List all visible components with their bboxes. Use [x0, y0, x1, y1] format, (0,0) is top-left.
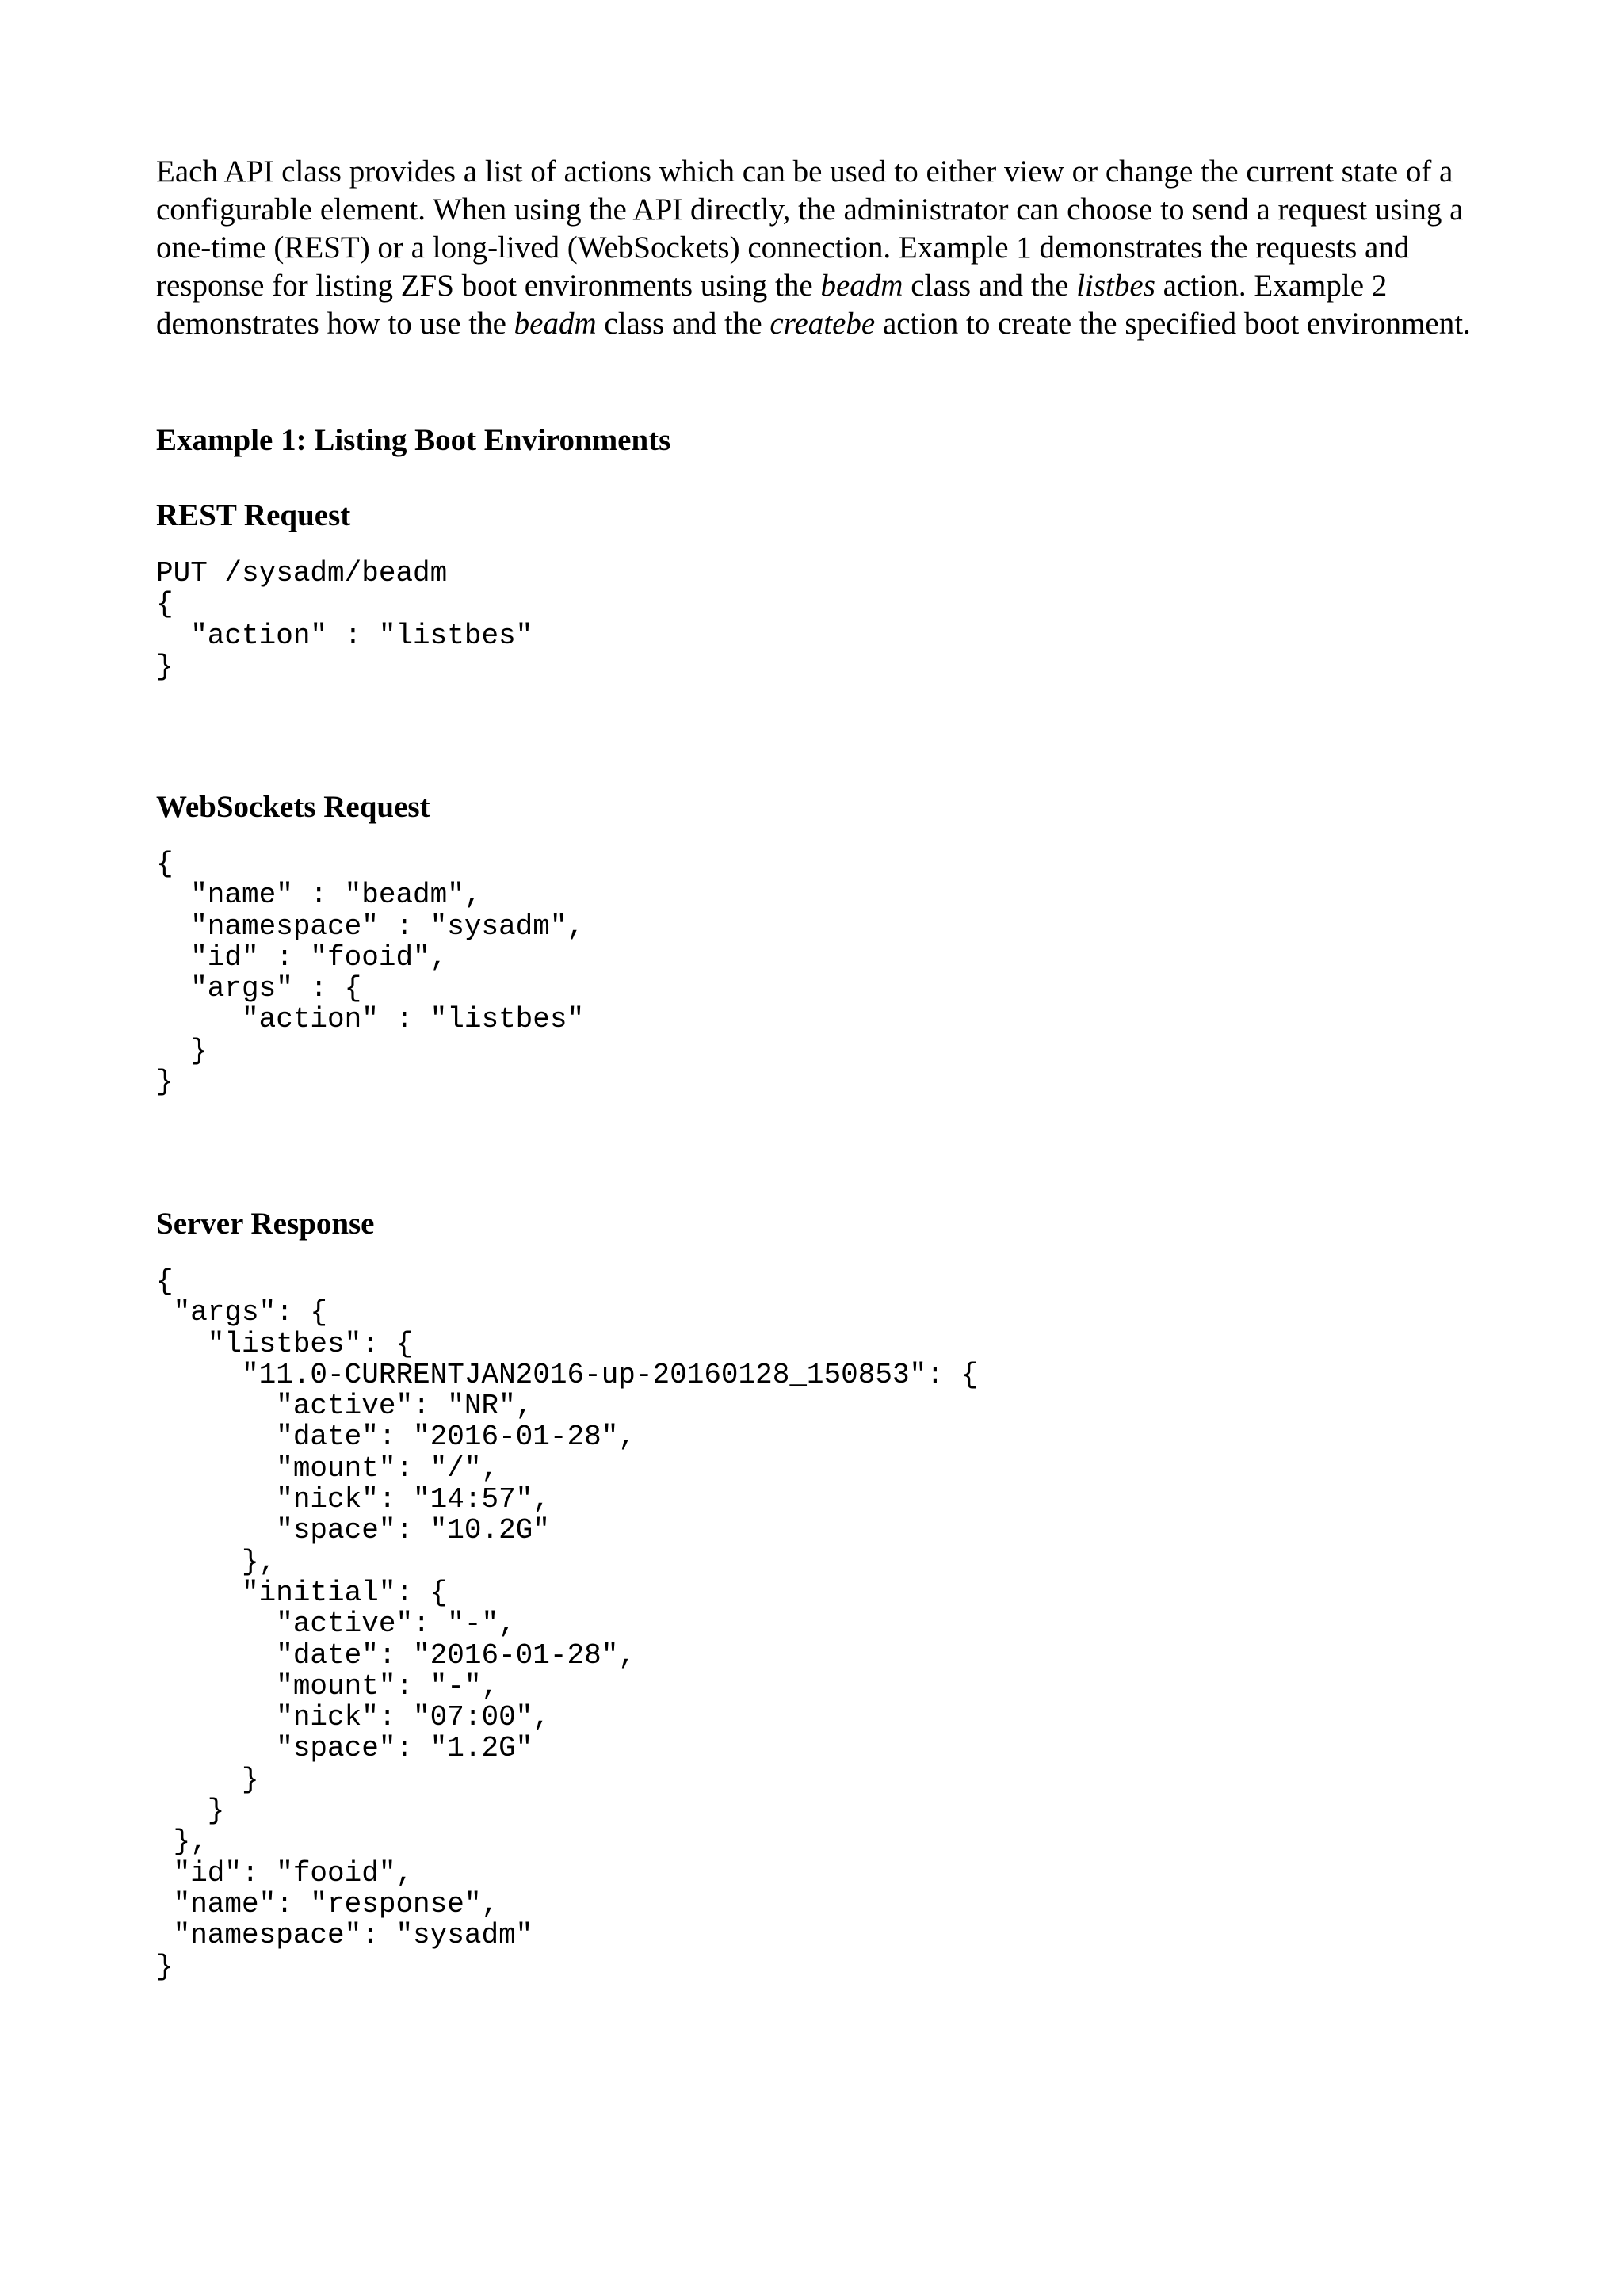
intro-paragraph [156, 153, 1503, 343]
intro-text-4: class and the [596, 307, 770, 341]
intro-text-2: class and the [903, 269, 1077, 303]
intro-text-5: action to create the specified boot environment. [875, 307, 1471, 341]
createbe-term: createbe [769, 307, 876, 341]
websockets-request-code: { "name" : "beadm", "namespace" : "sysadm", "id" : "fooid", "args" : { "action" : "listbes" } } [156, 848, 585, 1099]
server-response-heading: Server Response [156, 1207, 375, 1241]
rest-request-heading: REST Request [156, 498, 351, 532]
rest-request-code: PUT /sysadm/beadm { "action" : "listbes" } [156, 557, 533, 683]
listbes-term: listbes [1076, 269, 1155, 303]
beadm-term-2: beadm [514, 307, 597, 341]
websockets-request-heading: WebSockets Request [156, 790, 430, 824]
beadm-term: beadm [820, 269, 903, 303]
example-1-title: Example 1: Listing Boot Environments [156, 423, 671, 457]
intro-text-1: Each API class provides a list of actions which can be used to either view or change the current state of a configurable element. When using the API directly, the administrator can choose to send a request using a one-time (REST) or a long-lived (WebSockets) connection. Example 1 demonstrates the requests and response for listing ZFS boot environments using the [156, 154, 1464, 303]
intro-text-3: action. Example 2 demonstrates how to use the [156, 269, 1388, 341]
server-response-code: { "args": { "listbes": { "11.0-CURRENTJAN2016-up-20160128_150853": { "active": "NR", "date": "2016-01-28", "mount": "/", "nick": "14:57", "space": "10.2G" }, "initial": { "active": "-", "date": "2016-01-28", "mount": "-", "nick": "07:00", "space": "1.2G" } } }, "id": "fooid", "name": "response", "namespace": "sysadm" } [156, 1265, 978, 1983]
